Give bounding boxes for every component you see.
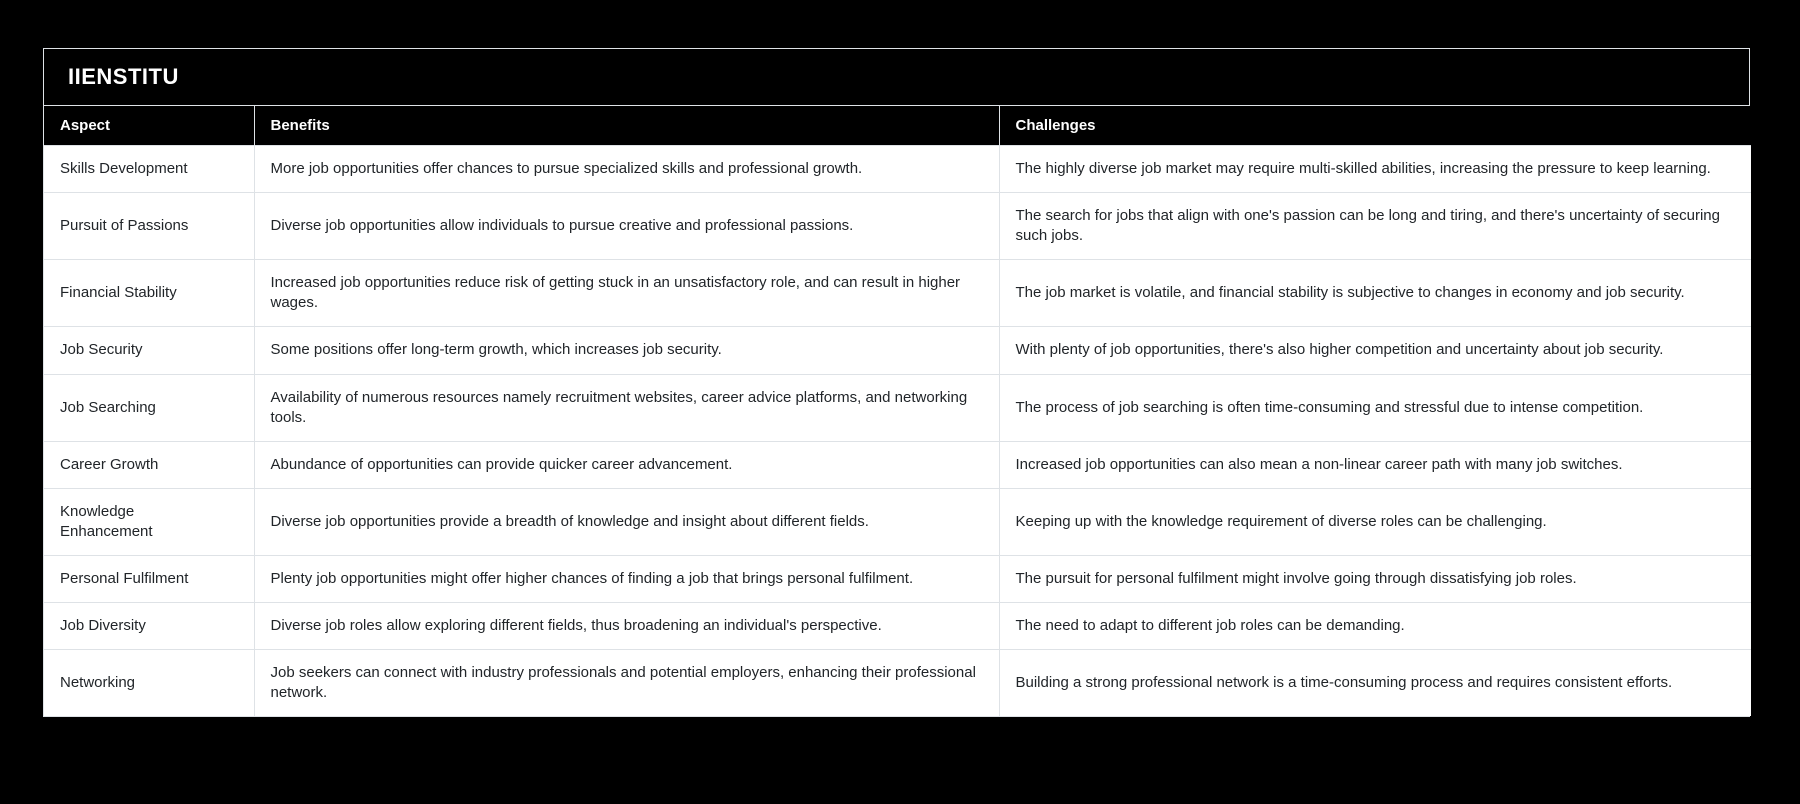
- brand-title: IIENSTITU: [68, 64, 179, 89]
- aspect-cell: Knowledge Enhancement: [44, 488, 254, 555]
- benefits-cell: Increased job opportunities reduce risk of getting stuck in an unsatisfactory role, and can result in higher wages.: [254, 260, 999, 327]
- challenges-cell: Increased job opportunities can also mean a non-linear career path with many job switches.: [999, 441, 1751, 488]
- benefits-cell: More job opportunities offer chances to pursue specialized skills and professional growth.: [254, 146, 999, 193]
- benefits-cell: Diverse job opportunities allow individuals to pursue creative and professional passions.: [254, 193, 999, 260]
- challenges-cell: Building a strong professional network is a time-consuming process and requires consistent efforts.: [999, 650, 1751, 717]
- aspect-cell: Networking: [44, 650, 254, 717]
- column-header-benefits: Benefits: [254, 106, 999, 146]
- table-row: [44, 650, 1751, 717]
- challenges-cell: Keeping up with the knowledge requirement of diverse roles can be challenging.: [999, 488, 1751, 555]
- challenges-cell: The pursuit for personal fulfilment might involve going through dissatisfying job roles.: [999, 556, 1751, 603]
- table-row: [44, 556, 1751, 603]
- aspect-cell: Job Diversity: [44, 603, 254, 650]
- aspect-cell: Personal Fulfilment: [44, 556, 254, 603]
- table-header: [44, 106, 1751, 146]
- benefits-cell: Job seekers can connect with industry professionals and potential employers, enhancing their professional network.: [254, 650, 999, 717]
- aspect-cell: Job Searching: [44, 374, 254, 441]
- table-row: [44, 441, 1751, 488]
- table-row: [44, 603, 1751, 650]
- aspect-cell: Career Growth: [44, 441, 254, 488]
- title-bar: [44, 49, 1749, 106]
- table-row: [44, 374, 1751, 441]
- challenges-cell: The need to adapt to different job roles can be demanding.: [999, 603, 1751, 650]
- table-row: [44, 193, 1751, 260]
- benefits-cell: Some positions offer long-term growth, which increases job security.: [254, 327, 999, 374]
- benefits-cell: Diverse job opportunities provide a breadth of knowledge and insight about different fields.: [254, 488, 999, 555]
- table-card: [43, 48, 1750, 717]
- aspect-cell: Skills Development: [44, 146, 254, 193]
- header-row: [44, 106, 1751, 146]
- column-header-aspect: Aspect: [44, 106, 254, 146]
- challenges-cell: The search for jobs that align with one's passion can be long and tiring, and there's uncertainty of securing such jobs.: [999, 193, 1751, 260]
- table-row: [44, 260, 1751, 327]
- benefits-cell: Diverse job roles allow exploring different fields, thus broadening an individual's perspective.: [254, 603, 999, 650]
- column-header-challenges: Challenges: [999, 106, 1751, 146]
- aspect-cell: Job Security: [44, 327, 254, 374]
- benefits-cell: Plenty job opportunities might offer higher chances of finding a job that brings personal fulfilment.: [254, 556, 999, 603]
- aspect-cell: Pursuit of Passions: [44, 193, 254, 260]
- comparison-table: [44, 106, 1751, 716]
- challenges-cell: The highly diverse job market may require multi-skilled abilities, increasing the pressure to keep learning.: [999, 146, 1751, 193]
- challenges-cell: The process of job searching is often time-consuming and stressful due to intense competition.: [999, 374, 1751, 441]
- benefits-cell: Availability of numerous resources namely recruitment websites, career advice platforms, and networking tools.: [254, 374, 999, 441]
- table-row: [44, 146, 1751, 193]
- table-body: [44, 146, 1751, 717]
- challenges-cell: The job market is volatile, and financial stability is subjective to changes in economy and job security.: [999, 260, 1751, 327]
- challenges-cell: With plenty of job opportunities, there's also higher competition and uncertainty about job security.: [999, 327, 1751, 374]
- table-row: [44, 327, 1751, 374]
- aspect-cell: Financial Stability: [44, 260, 254, 327]
- table-row: [44, 488, 1751, 555]
- benefits-cell: Abundance of opportunities can provide quicker career advancement.: [254, 441, 999, 488]
